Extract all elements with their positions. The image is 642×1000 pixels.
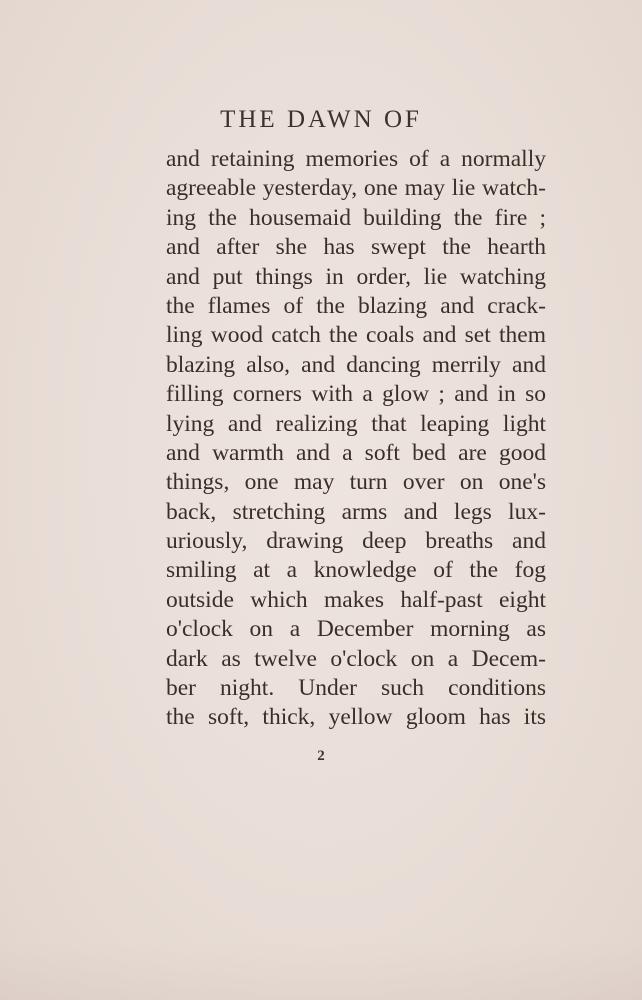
text-line: things, one may turn over on one's	[166, 469, 546, 496]
body-text	[166, 145, 546, 733]
text-line: lying and realizing that leaping light	[166, 410, 546, 437]
text-line: and warmth and a soft bed are good	[166, 439, 546, 466]
page-edge-shading	[0, 940, 642, 1000]
text-line: ling wood catch the coals and set them	[166, 322, 546, 349]
text-line: and put things in order, lie watching	[166, 263, 546, 290]
text-line: outside which makes half-past eight	[166, 586, 546, 613]
text-line: dark as twelve o'clock on a Decem-	[166, 645, 546, 672]
text-line: smiling at a knowledge of the fog	[166, 557, 546, 584]
text-line: agreeable yesterday, one may lie watch-	[166, 175, 546, 202]
text-line: ber night. Under such conditions	[166, 675, 546, 702]
text-line: blazing also, and dancing merrily and	[166, 351, 546, 378]
text-line: and retaining memories of a normally	[166, 146, 546, 172]
text-line: the flames of the blazing and crack-	[166, 292, 546, 319]
text-line: and after she has swept the hearth	[166, 234, 546, 261]
text-line: filling corners with a glow ; and in so	[166, 381, 546, 408]
running-head: THE DAWN OF	[220, 106, 422, 133]
text-line: the soft, thick, yellow gloom has its	[166, 704, 546, 731]
text-line: uriously, drawing deep breaths and	[166, 528, 546, 555]
page-number: 2	[317, 748, 325, 764]
text-line: back, stretching arms and legs lux-	[166, 498, 546, 525]
text-line: ing the housemaid building the fire ;	[166, 204, 546, 231]
text-line: o'clock on a December morning as	[166, 616, 546, 643]
